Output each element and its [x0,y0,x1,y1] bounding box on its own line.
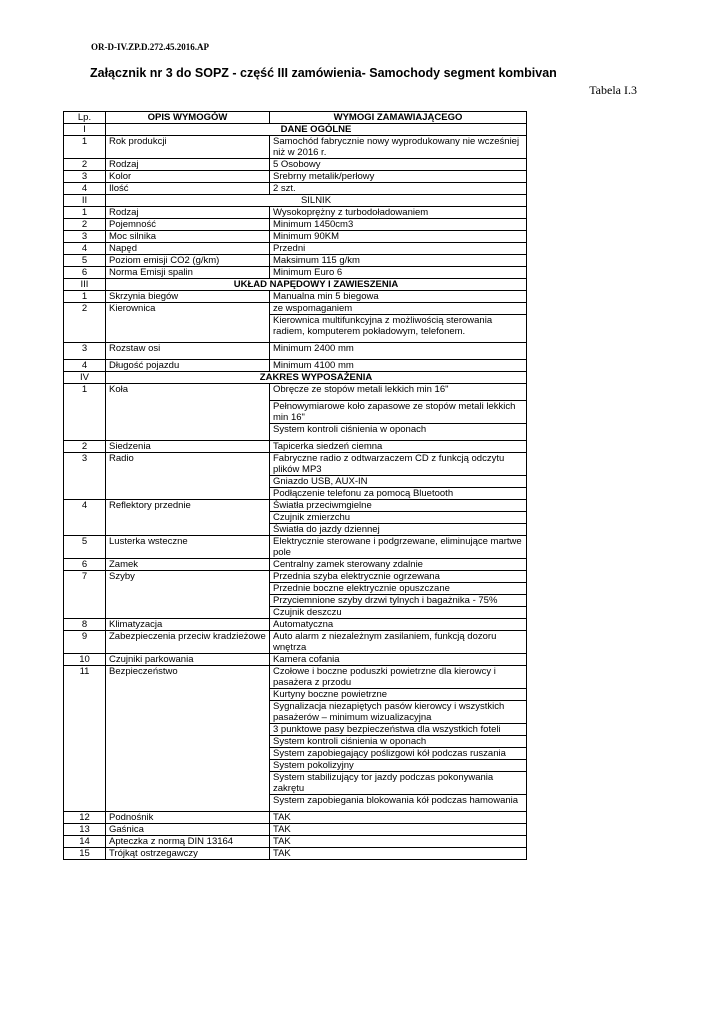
row-lp: 1 [64,136,106,159]
row-opis: Bezpieczeństwo [106,666,270,812]
row-lp: 14 [64,836,106,848]
row-wymogi [270,441,527,453]
table-row [64,207,527,219]
table-row [64,243,527,255]
table-header-row [64,112,527,124]
requirement-text: TAK [273,848,291,859]
requirement-text: Centralny zamek sterowany zdalnie [273,559,423,570]
requirement-text: Czołowe i boczne poduszki powietrzne dla kierowcy i pasażera z przodu [273,666,496,688]
table-row [64,267,527,279]
section-number: I [64,124,106,136]
requirement-text: System kontroli ciśnienia w oponach [270,423,526,435]
table-row [64,619,527,631]
section-number: II [64,195,106,207]
table-row [64,453,527,500]
row-wymogi [270,243,527,255]
section-row [64,195,527,207]
row-wymogi [270,291,527,303]
table-row [64,571,527,619]
requirement-text: Auto alarm z niezależnym zasilaniem, funkcją dozoru wnętrza [273,631,497,653]
row-lp: 2 [64,441,106,453]
row-lp: 4 [64,183,106,195]
row-wymogi [270,231,527,243]
row-opis: Kolor [106,171,270,183]
row-wymogi [270,666,527,812]
section-number: III [64,279,106,291]
row-opis: Rozstaw osi [106,343,270,360]
section-title: SILNIK [106,195,527,207]
row-lp: 1 [64,291,106,303]
requirement-text: System zapobiegający poślizgowi kół podczas ruszania [270,747,526,759]
section-title: DANE OGÓLNE [106,124,527,136]
table-row [64,360,527,372]
row-opis: Klimatyzacja [106,619,270,631]
requirement-text: Gniazdo USB, AUX-IN [270,475,526,487]
requirement-text: Kamera cofania [273,654,340,665]
requirement-text: 5 Osobowy [273,159,321,170]
row-wymogi [270,159,527,171]
table-row [64,159,527,171]
header-lp: Lp. [64,112,106,124]
row-wymogi [270,848,527,860]
requirement-text: System pokolizyjny [270,759,526,771]
requirement-text: TAK [273,824,291,835]
table-row [64,654,527,666]
row-wymogi [270,619,527,631]
row-wymogi [270,207,527,219]
row-wymogi [270,824,527,836]
row-opis: Pojemność [106,219,270,231]
requirement-text: 3 punktowe pasy bezpieczeństwa dla wszystkich foteli [270,723,526,735]
row-lp: 6 [64,267,106,279]
requirement-text: System stabilizujący tor jazdy podczas pokonywania zakrętu [270,771,526,794]
row-lp: 10 [64,654,106,666]
requirement-text: Srebrny metalik/perłowy [273,171,375,182]
row-lp: 3 [64,453,106,500]
requirement-text: Przednie boczne elektrycznie opuszczane [270,582,526,594]
document-reference: OR-D-IV.ZP.D.272.45.2016.AP [91,42,210,52]
row-lp: 6 [64,559,106,571]
requirement-text: Maksimum 115 g/km [273,255,360,266]
row-lp: 3 [64,231,106,243]
row-lp: 7 [64,571,106,619]
row-wymogi [270,384,527,441]
requirement-text: Minimum 2400 mm [273,343,354,354]
table-row [64,136,527,159]
requirement-text: Elektrycznie sterowane i podgrzewane, eliminujące martwe pole [273,536,522,558]
row-lp: 2 [64,159,106,171]
requirement-text: Minimum Euro 6 [273,267,343,278]
section-row [64,124,527,136]
table-row [64,666,527,812]
requirement-text: Manualna min 5 biegowa [273,291,379,302]
table-row [64,231,527,243]
requirement-text: Przyciemnione szyby drzwi tylnych i bagażnika - 75% [270,594,526,606]
requirement-text: Minimum 1450cm3 [273,219,354,230]
table-row [64,291,527,303]
row-opis: Skrzynia biegów [106,291,270,303]
requirement-text: Pełnowymiarowe koło zapasowe ze stopów metali lekkich min 16" [270,400,526,423]
row-opis: Trójkąt ostrzegawczy [106,848,270,860]
row-opis: Rodzaj [106,159,270,171]
table-row [64,559,527,571]
header-opis: OPIS WYMOGÓW [106,112,270,124]
requirement-text: System zapobiegania blokowania kół podczas hamowania [270,794,526,806]
row-lp: 4 [64,500,106,536]
table-row [64,384,527,441]
section-number: IV [64,372,106,384]
requirement-text: System kontroli ciśnienia w oponach [270,735,526,747]
row-lp: 2 [64,303,106,343]
table-row [64,219,527,231]
row-wymogi [270,183,527,195]
row-wymogi [270,343,527,360]
requirement-text: Przednia szyba elektrycznie ogrzewana [273,571,440,582]
table-row [64,171,527,183]
requirement-text: Podłączenie telefonu za pomocą Bluetooth [270,487,526,499]
row-opis: Ilość [106,183,270,195]
requirement-text: 2 szt. [273,183,296,194]
row-wymogi [270,303,527,343]
header-wymogi: WYMOGI ZAMAWIAJĄCEGO [270,112,527,124]
row-wymogi [270,654,527,666]
table-row [64,536,527,559]
table-row [64,631,527,654]
row-opis: Szyby [106,571,270,619]
row-wymogi [270,267,527,279]
requirement-text: Światła do jazdy dziennej [270,523,526,535]
requirement-text: Fabryczne radio z odtwarzaczem CD z funkcją odczytu plików MP3 [273,453,505,475]
requirement-text: Sygnalizacja niezapiętych pasów kierowcy i wszystkich pasażerów – minimum wizualizacyjna [270,700,526,723]
row-opis: Zabezpieczenia przeciw kradzieżowe [106,631,270,654]
table-row [64,183,527,195]
requirement-text: Przedni [273,243,306,254]
row-wymogi [270,536,527,559]
row-opis: Rok produkcji [106,136,270,159]
section-row [64,279,527,291]
row-lp: 5 [64,255,106,267]
requirement-text: ze wspomaganiem [273,303,353,314]
table-row [64,255,527,267]
row-wymogi [270,136,527,159]
table-row [64,824,527,836]
row-lp: 4 [64,360,106,372]
row-lp: 12 [64,812,106,824]
row-opis: Lusterka wsteczne [106,536,270,559]
row-lp: 2 [64,219,106,231]
row-lp: 3 [64,343,106,360]
requirement-text: Kurtyny boczne powietrzne [270,688,526,700]
row-wymogi [270,812,527,824]
row-lp: 15 [64,848,106,860]
row-opis: Koła [106,384,270,441]
row-opis: Norma Emisji spalin [106,267,270,279]
row-opis: Gaśnica [106,824,270,836]
table-row [64,500,527,536]
requirement-text: Automatyczna [273,619,334,630]
row-lp: 1 [64,384,106,441]
row-lp: 9 [64,631,106,654]
row-opis: Czujniki parkowania [106,654,270,666]
row-opis: Kierownica [106,303,270,343]
row-opis: Poziom emisji CO2 (g/km) [106,255,270,267]
row-opis: Podnośnik [106,812,270,824]
row-opis: Rodzaj [106,207,270,219]
section-title: UKŁAD NAPĘDOWY I ZAWIESZENIA [106,279,527,291]
row-wymogi [270,255,527,267]
section-row [64,372,527,384]
requirement-text: TAK [273,812,291,823]
section-title: ZAKRES WYPOSAŻENIA [106,372,527,384]
table-row [64,343,527,360]
row-opis: Długość pojazdu [106,360,270,372]
table-row [64,303,527,343]
requirement-text: Minimum 90KM [273,231,339,242]
row-wymogi [270,453,527,500]
requirement-text: Minimum 4100 mm [273,360,354,371]
row-wymogi [270,219,527,231]
row-wymogi [270,500,527,536]
row-lp: 3 [64,171,106,183]
requirement-text: Czujnik zmierzchu [270,511,526,523]
row-opis: Radio [106,453,270,500]
row-wymogi [270,836,527,848]
row-lp: 4 [64,243,106,255]
row-opis: Siedzenia [106,441,270,453]
table-number: Tabela I.3 [589,83,637,97]
row-wymogi [270,631,527,654]
requirement-text: Obręcze ze stopów metali lekkich min 16" [273,384,449,395]
page-title: Załącznik nr 3 do SOPZ - część III zamówienia- Samochody segment kombivan [90,66,557,80]
table-row [64,441,527,453]
requirement-text: Samochód fabrycznie nowy wyprodukowany nie wcześniej niż w 2016 r. [273,136,520,158]
row-wymogi [270,571,527,619]
row-wymogi [270,360,527,372]
table-row [64,812,527,824]
row-opis: Napęd [106,243,270,255]
row-lp: 8 [64,619,106,631]
row-lp: 1 [64,207,106,219]
row-opis: Reflektory przednie [106,500,270,536]
table-row [64,836,527,848]
row-opis: Moc silnika [106,231,270,243]
requirement-text: Wysokoprężny z turbodoładowaniem [273,207,429,218]
row-opis: Zamek [106,559,270,571]
requirement-text: Kierownica multifunkcyjna z możliwością sterowania radiem, komputerem pokładowym, telefonem. [270,314,526,337]
requirement-text: Czujnik deszczu [270,606,526,618]
requirement-text: Tapicerka siedzeń ciemna [273,441,383,452]
row-lp: 5 [64,536,106,559]
table-row [64,848,527,860]
row-wymogi [270,559,527,571]
requirement-text: TAK [273,836,291,847]
row-opis: Apteczka z normą DIN 13164 [106,836,270,848]
row-lp: 13 [64,824,106,836]
requirements-table [63,111,527,860]
row-wymogi [270,171,527,183]
requirement-text: Światła przeciwmgielne [273,500,372,511]
row-lp: 11 [64,666,106,812]
